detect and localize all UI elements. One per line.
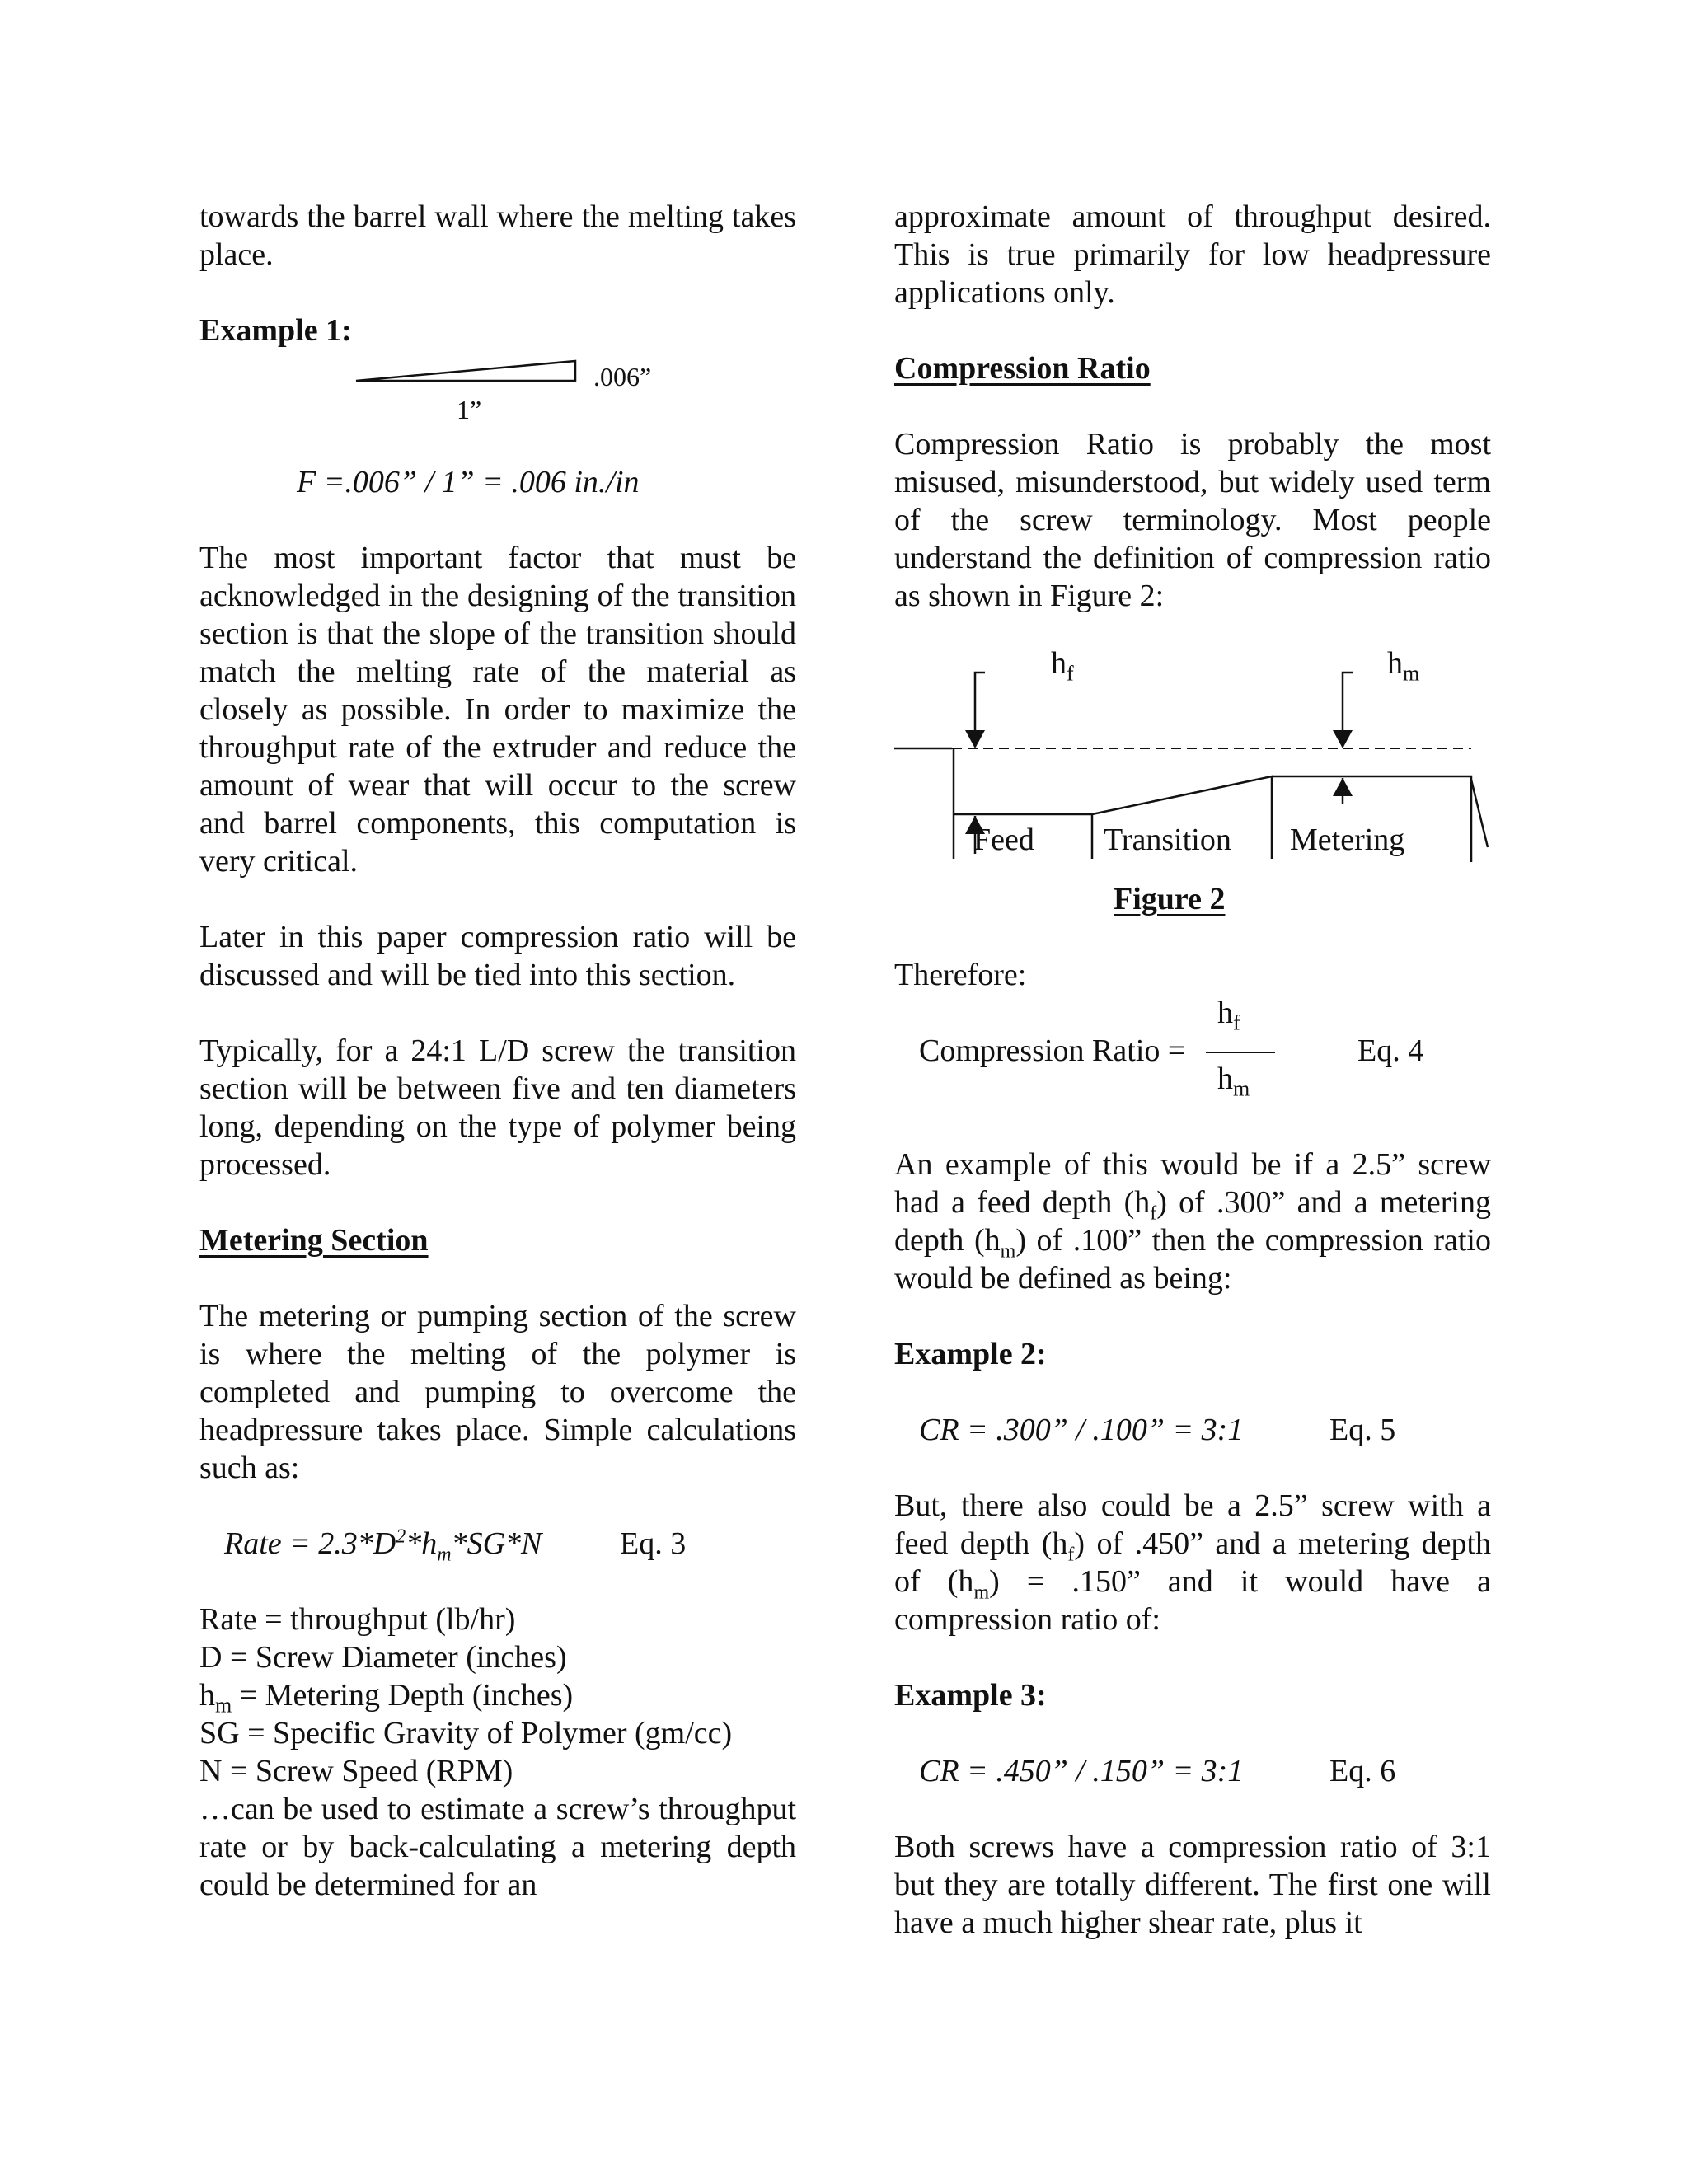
- p4-sub-m: m: [973, 1582, 990, 1604]
- equation-5: [894, 1411, 1491, 1449]
- eq3-part-c: *SG*N: [451, 1526, 542, 1561]
- eq6-expression: CR = .450” / .150” = 3:1: [919, 1754, 1244, 1788]
- eq3-part-b: *h: [406, 1526, 438, 1561]
- equation-3: [199, 1525, 796, 1566]
- def-text: = Screw Diameter (inches): [222, 1640, 567, 1675]
- equation-4: [894, 994, 1491, 1108]
- p3-part-1: An example of this would be if a 2.5” screw had a feed depth (h: [894, 1147, 1491, 1220]
- p4-part-3: ) = .150” and it would have a compression ratio of:: [894, 1564, 1492, 1637]
- triangle-base-label: 1”: [457, 395, 482, 424]
- screw-tip: [1471, 780, 1488, 847]
- hm-arrow-head: [1333, 730, 1353, 748]
- therefore-text: Therefore:: [894, 958, 1027, 992]
- p3-part-3: ) of .100” then the compression ratio would be defined as being:: [894, 1223, 1491, 1296]
- hm-symbol: h: [1387, 646, 1403, 681]
- def-symbol: h: [199, 1678, 215, 1713]
- p4-part-1: But, there also could be a 2.5” screw with a feed depth (h: [894, 1488, 1491, 1561]
- def-text: = throughput (lb/hr): [256, 1602, 516, 1637]
- compression-ratio-heading: Compression Ratio: [894, 351, 1151, 386]
- paragraph-compression-ratio: Compression Ratio is probably the most misused, misunderstood, but widely used term of the screw terminology. Most people understand the definition of compression ratio as shown in Figure 2:: [894, 427, 1491, 613]
- transition-label: Transition: [1104, 823, 1231, 857]
- p3-sub-m: m: [1000, 1240, 1016, 1263]
- def-symbol: N: [199, 1754, 223, 1788]
- def-symbol: D: [199, 1640, 223, 1675]
- eq5-expression: CR = .300” / .100” = 3:1: [919, 1413, 1244, 1447]
- variable-definitions: [199, 1601, 796, 1790]
- hm-bottom-arrow-head: [1333, 778, 1353, 796]
- def-symbol: Rate: [199, 1602, 257, 1637]
- paragraph-estimate: …can be used to estimate a screw’s throughput rate or by back-calculating a metering depth could be determined for an: [199, 1792, 796, 1902]
- def-text: = Specific Gravity of Polymer (gm/cc): [239, 1716, 733, 1750]
- def-symbol: SG: [199, 1716, 240, 1750]
- paragraph-later: Later in this paper compression ratio will be discussed and will be tied into this section.: [199, 920, 796, 992]
- paragraph-melting: towards the barrel wall where the melting takes place.: [199, 199, 796, 272]
- p3-part-2: ) of .300” and a metering depth (h: [894, 1185, 1491, 1258]
- definition-line: [199, 1714, 796, 1752]
- hf-label: [1051, 644, 1074, 693]
- eq3-part-a: Rate = 2.3*D: [224, 1526, 396, 1561]
- eq4-number-label: Eq. 4: [1357, 1033, 1424, 1068]
- paragraph-both-screws: Both screws have a compression ratio of 3:1 but they are totally different. The first one will have a much higher shear rate, plus it: [894, 1830, 1491, 1940]
- example-3-heading: Example 3:: [894, 1678, 1047, 1713]
- eq4-denominator: [1217, 1060, 1250, 1108]
- p4-part-2: ) of .450” and a metering depth of (h: [894, 1526, 1491, 1599]
- right-column: [894, 198, 1491, 1942]
- hf-subscript: f: [1067, 661, 1074, 686]
- paragraph-example-explanation: [894, 1146, 1491, 1297]
- eq4-num-symbol: h: [1217, 996, 1233, 1030]
- triangle-drawing: [199, 349, 796, 425]
- eq5-label: Eq. 5: [1329, 1413, 1396, 1447]
- eq3-superscript: 2: [396, 1526, 406, 1548]
- equation-6: [894, 1752, 1491, 1790]
- eq4-numerator: [1217, 994, 1240, 1043]
- figure-2-caption: Figure 2: [1114, 882, 1226, 916]
- example-2-heading: Example 2:: [894, 1337, 1047, 1371]
- hf-arrow-head: [965, 730, 985, 748]
- equation-3-label: Eq. 3: [620, 1526, 687, 1561]
- eq3-subscript: m: [437, 1544, 452, 1566]
- figure-2: [894, 615, 1491, 918]
- equation-3-expression: [224, 1525, 542, 1566]
- left-column: [199, 198, 796, 1904]
- eq6-label: Eq. 6: [1329, 1754, 1396, 1788]
- eq4-den-symbol: h: [1217, 1062, 1233, 1096]
- metering-section-heading: Metering Section: [199, 1223, 429, 1258]
- paragraph-transition-importance: The most important factor that must be acknowledged in the designing of the transition section is that the slope of the transition should match the melting rate of the material as closely as possible. In order to maximize the throughput rate of the extruder and reduce the amount of wear that will occur to the screw and barrel components, this computation is very critical.: [199, 541, 796, 879]
- metering-label: Metering: [1290, 823, 1405, 857]
- equation-f: F =.006” / 1” = .006 in./in: [297, 465, 640, 499]
- definition-line: [199, 1638, 796, 1676]
- def-subscript: m: [215, 1693, 232, 1718]
- feed-label: Feed: [973, 823, 1034, 857]
- hf-symbol: h: [1051, 646, 1067, 681]
- definition-line: [199, 1752, 796, 1790]
- def-text: = Metering Depth (inches): [232, 1678, 574, 1713]
- eq4-fraction-bar: [1206, 1052, 1275, 1053]
- slope-triangle: [356, 361, 575, 381]
- paragraph-metering: The metering or pumping section of the screw is where the melting of the polymer is completed and pumping to overcome the headpressure takes place. Simple calculations such as:: [199, 1299, 796, 1485]
- example-1-heading: Example 1:: [199, 313, 352, 348]
- hm-label: [1387, 644, 1419, 693]
- eq4-num-subscript: f: [1233, 1010, 1240, 1035]
- paragraph-typically: Typically, for a 24:1 L/D screw the transition section will be between five and ten diameters long, depending on the type of polymer being processed.: [199, 1033, 796, 1182]
- def-text: = Screw Speed (RPM): [222, 1754, 513, 1788]
- p3-sub-f: f: [1150, 1202, 1157, 1225]
- triangle-figure: [199, 349, 796, 425]
- definition-line: [199, 1601, 796, 1638]
- hm-subscript: m: [1403, 661, 1420, 686]
- p4-sub-f: f: [1067, 1544, 1075, 1566]
- definition-line: [199, 1676, 796, 1718]
- eq4-label: Compression Ratio =: [919, 1033, 1186, 1068]
- paragraph-throughput: approximate amount of throughput desired. This is true primarily for low headpressure applications only.: [894, 199, 1491, 310]
- triangle-height-label: .006”: [593, 362, 652, 391]
- eq4-den-subscript: m: [1233, 1076, 1250, 1101]
- paragraph-second-screw: [894, 1487, 1491, 1638]
